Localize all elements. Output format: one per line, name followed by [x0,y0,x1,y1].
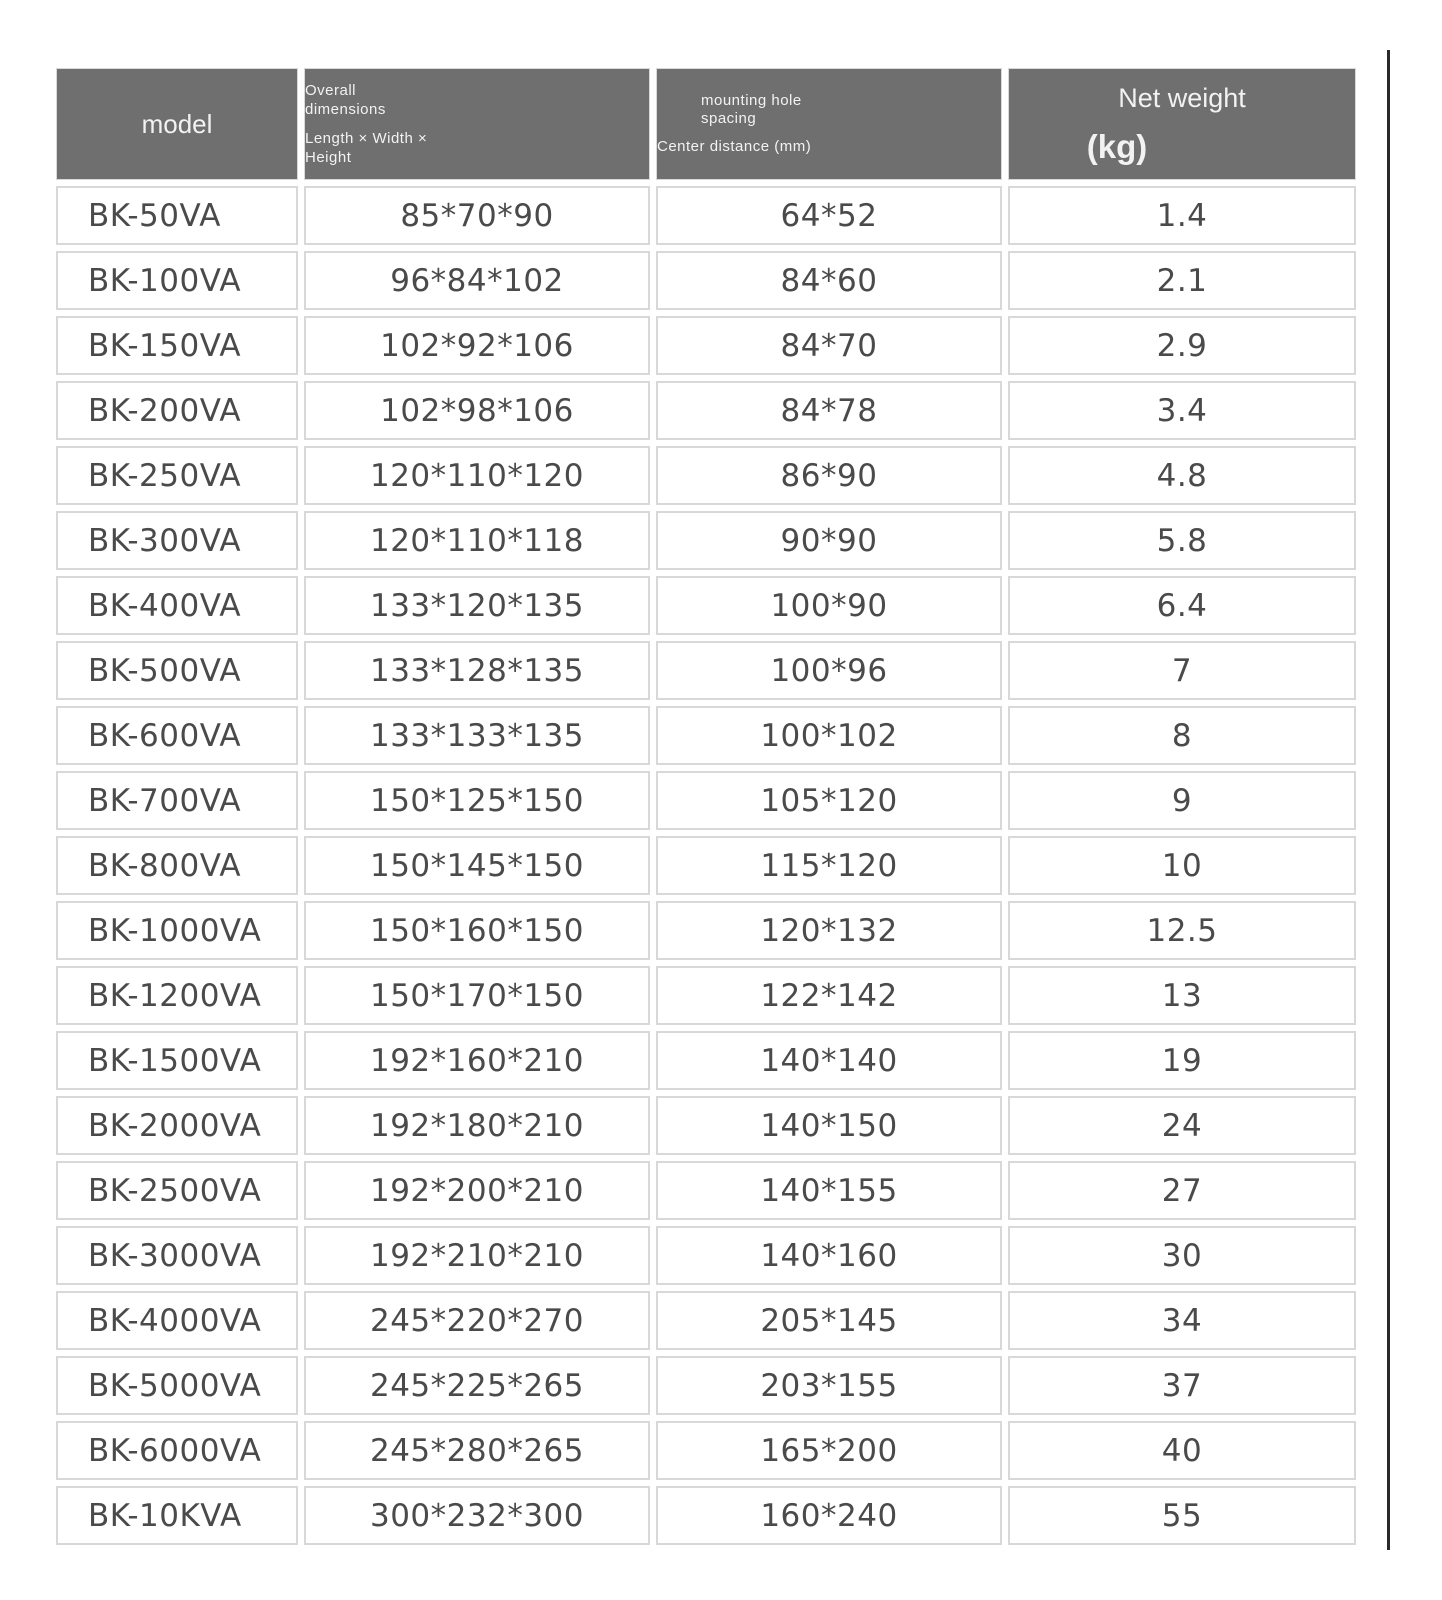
cell-net-weight: 12.5 [1008,901,1356,960]
cell-net-weight: 24 [1008,1096,1356,1155]
cell-net-weight: 2.9 [1008,316,1356,375]
cell-hole-spacing: 100*102 [656,706,1002,765]
table-header [56,68,1356,180]
spec-table [50,62,1362,1551]
header-hole-spacing [656,68,1002,180]
cell-net-weight: 19 [1008,1031,1356,1090]
cell-dimensions: 245*225*265 [304,1356,650,1415]
cell-hole-spacing: 115*120 [656,836,1002,895]
cell-net-weight: 3.4 [1008,381,1356,440]
header-dimensions-line4: Height [305,149,352,166]
cell-hole-spacing: 100*96 [656,641,1002,700]
cell-net-weight: 55 [1008,1486,1356,1545]
table-row [56,1096,1356,1155]
header-dimensions-line1: Overall [305,82,357,99]
cell-net-weight: 37 [1008,1356,1356,1415]
header-net-weight [1008,68,1356,180]
header-hole-line1: mounting hole [701,92,802,109]
cell-hole-spacing: 84*78 [656,381,1002,440]
header-weight-unit: (kg) [1086,127,1148,165]
cell-model: BK-2000VA [56,1096,298,1155]
cell-hole-spacing: 100*90 [656,576,1002,635]
cell-dimensions: 150*145*150 [304,836,650,895]
cell-model: BK-400VA [56,576,298,635]
cell-net-weight: 27 [1008,1161,1356,1220]
table-row [56,706,1356,765]
cell-hole-spacing: 122*142 [656,966,1002,1025]
header-hole-line3: Center distance (mm) [657,138,812,155]
cell-dimensions: 120*110*120 [304,446,650,505]
cell-net-weight: 5.8 [1008,511,1356,570]
table-row [56,1031,1356,1090]
cell-hole-spacing: 84*60 [656,251,1002,310]
cell-net-weight: 9 [1008,771,1356,830]
table-row [56,1421,1356,1480]
cell-net-weight: 34 [1008,1291,1356,1350]
table-row [56,1356,1356,1415]
cell-dimensions: 133*133*135 [304,706,650,765]
cell-net-weight: 40 [1008,1421,1356,1480]
cell-hole-spacing: 64*52 [656,186,1002,245]
cell-dimensions: 150*125*150 [304,771,650,830]
cell-model: BK-1500VA [56,1031,298,1090]
header-model-label: model [141,108,213,139]
cell-net-weight: 7 [1008,641,1356,700]
cell-net-weight: 13 [1008,966,1356,1025]
cell-hole-spacing: 105*120 [656,771,1002,830]
cell-net-weight: 8 [1008,706,1356,765]
cell-dimensions: 192*160*210 [304,1031,650,1090]
cell-net-weight: 6.4 [1008,576,1356,635]
cell-hole-spacing: 90*90 [656,511,1002,570]
table-row [56,1226,1356,1285]
cell-model: BK-200VA [56,381,298,440]
cell-hole-spacing: 84*70 [656,316,1002,375]
table-row [56,1486,1356,1545]
cell-model: BK-1000VA [56,901,298,960]
header-dimensions-title [305,81,649,119]
header-dimensions-line3: Length × Width × [305,130,428,147]
table-row [56,966,1356,1025]
cell-model: BK-600VA [56,706,298,765]
header-weight-line1: Net weight [1118,82,1246,113]
table-row [56,381,1356,440]
cell-hole-spacing: 205*145 [656,1291,1002,1350]
cell-model: BK-1200VA [56,966,298,1025]
table-row [56,446,1356,505]
cell-model: BK-250VA [56,446,298,505]
cell-model: BK-5000VA [56,1356,298,1415]
cell-net-weight: 2.1 [1008,251,1356,310]
cell-model: BK-2500VA [56,1161,298,1220]
header-row [56,68,1356,180]
table-row [56,576,1356,635]
vertical-divider [1387,50,1390,1550]
cell-dimensions: 120*110*118 [304,511,650,570]
cell-dimensions: 96*84*102 [304,251,650,310]
cell-model: BK-150VA [56,316,298,375]
table-row [56,186,1356,245]
cell-dimensions: 150*170*150 [304,966,650,1025]
cell-dimensions: 192*200*210 [304,1161,650,1220]
table-row [56,771,1356,830]
table-row [56,641,1356,700]
cell-hole-spacing: 165*200 [656,1421,1002,1480]
header-model [56,68,298,180]
cell-hole-spacing: 120*132 [656,901,1002,960]
cell-hole-spacing: 203*155 [656,1356,1002,1415]
table-row [56,1291,1356,1350]
cell-hole-spacing: 160*240 [656,1486,1002,1545]
cell-net-weight: 4.8 [1008,446,1356,505]
cell-model: BK-500VA [56,641,298,700]
table-row [56,511,1356,570]
cell-net-weight: 10 [1008,836,1356,895]
cell-dimensions: 102*98*106 [304,381,650,440]
cell-dimensions: 245*280*265 [304,1421,650,1480]
cell-model: BK-50VA [56,186,298,245]
header-hole-line2: spacing [701,110,757,127]
cell-hole-spacing: 140*140 [656,1031,1002,1090]
table-body [56,186,1356,1545]
cell-model: BK-300VA [56,511,298,570]
cell-model: BK-10KVA [56,1486,298,1545]
cell-hole-spacing: 140*160 [656,1226,1002,1285]
table-row [56,836,1356,895]
header-dimensions-line2: dimensions [305,101,386,118]
cell-dimensions: 300*232*300 [304,1486,650,1545]
cell-dimensions: 102*92*106 [304,316,650,375]
cell-model: BK-800VA [56,836,298,895]
table-row [56,251,1356,310]
table-row [56,1161,1356,1220]
cell-model: BK-3000VA [56,1226,298,1285]
header-dimensions [304,68,650,180]
cell-dimensions: 192*180*210 [304,1096,650,1155]
table-row [56,316,1356,375]
cell-dimensions: 133*120*135 [304,576,650,635]
cell-model: BK-4000VA [56,1291,298,1350]
cell-net-weight: 1.4 [1008,186,1356,245]
header-hole-title [657,92,1001,128]
cell-dimensions: 133*128*135 [304,641,650,700]
cell-model: BK-100VA [56,251,298,310]
cell-net-weight: 30 [1008,1226,1356,1285]
cell-dimensions: 85*70*90 [304,186,650,245]
cell-hole-spacing: 140*150 [656,1096,1002,1155]
cell-hole-spacing: 86*90 [656,446,1002,505]
cell-dimensions: 245*220*270 [304,1291,650,1350]
cell-model: BK-700VA [56,771,298,830]
cell-model: BK-6000VA [56,1421,298,1480]
cell-dimensions: 150*160*150 [304,901,650,960]
table-row [56,901,1356,960]
cell-hole-spacing: 140*155 [656,1161,1002,1220]
cell-dimensions: 192*210*210 [304,1226,650,1285]
